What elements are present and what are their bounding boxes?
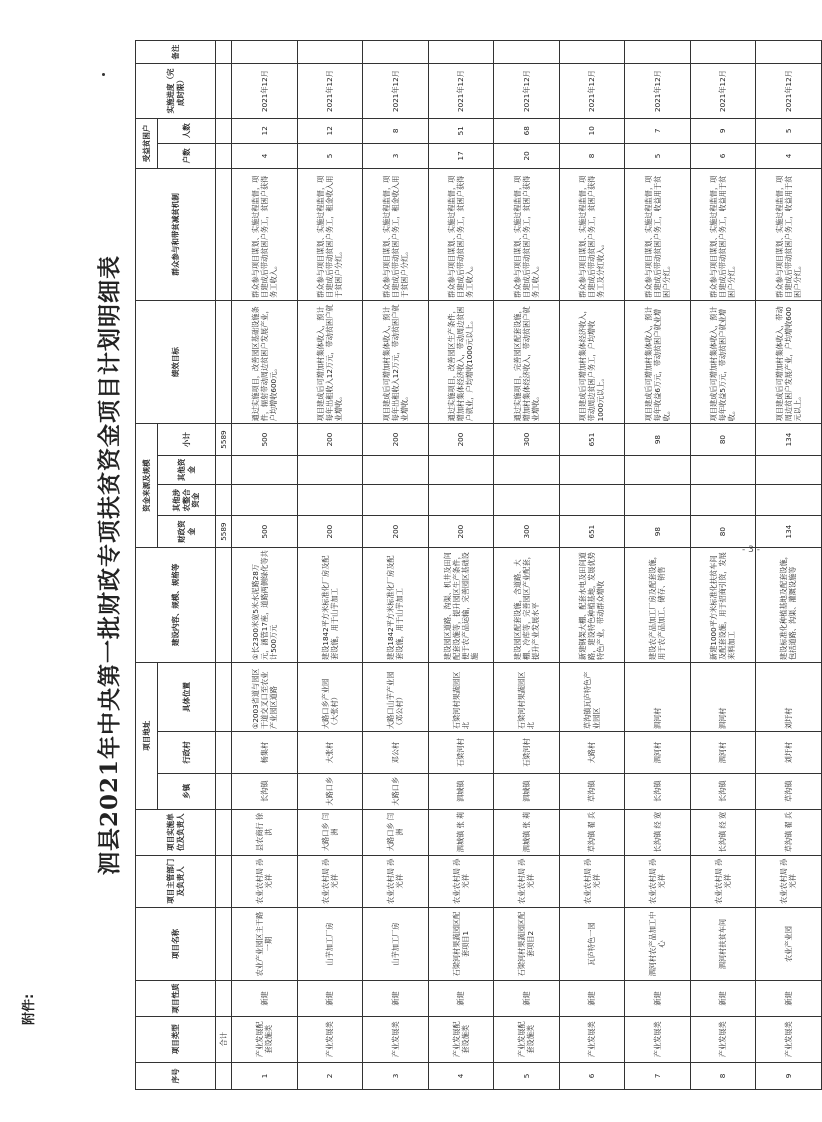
- table-row: [756, 41, 822, 1090]
- cell-seq: 9: [756, 1062, 822, 1089]
- cell-remark: [428, 41, 494, 64]
- cell-spot: 大路口乡产业园（大张村）: [297, 662, 363, 731]
- cell-town: 大路口乡: [297, 773, 363, 809]
- cell-social: [363, 455, 429, 484]
- cell-village: 刘圩村: [756, 732, 822, 774]
- cell-social: [494, 455, 560, 484]
- cell-finance: 300: [494, 516, 560, 547]
- cell-seq: 2: [297, 1062, 363, 1089]
- cell-name: 农业产业园区主干路一期: [232, 907, 298, 980]
- cell-dept: 农业农村局 孙光祥: [297, 855, 363, 907]
- cell-name: 瓦庐特色一园: [559, 907, 625, 980]
- cell-subtotal: 200: [363, 424, 429, 455]
- cell-dept: 农业农村局 孙光祥: [428, 855, 494, 907]
- cell-subtotal: 200: [428, 424, 494, 455]
- cell-goal: 项目建成后可增加村集体收入，预计每年出租收入12万元，带动贫困户就业增收。: [363, 300, 429, 424]
- cell-content: 建设标准化种植基地及配套设施，包括道路、沟渠、灌溉设施等: [756, 547, 822, 662]
- header-name: 项目名称: [136, 907, 216, 980]
- header-seq: 序号: [136, 1062, 216, 1089]
- cell-seq: 1: [232, 1062, 298, 1089]
- cell-remark: [297, 41, 363, 64]
- cell-dept: 农业农村局 孙光祥: [559, 855, 625, 907]
- cell-name: 石梁河村果蔬园区配套项目1: [428, 907, 494, 980]
- cell-impl: 草沟镇 翟 兵: [756, 809, 822, 855]
- header-town: 乡镇: [158, 773, 216, 809]
- cell-goal: 通过实施项目，改善园区基础设施条件，辐射带动周边贫困户发展产业，户均增收600元。: [232, 300, 298, 424]
- cell-people: 12: [297, 118, 363, 143]
- cell-content: 建设园区配套设施，含道路、大棚、冷库等，完善园区产业配套，提升产业发展水平: [494, 547, 560, 662]
- cell-social: [232, 455, 298, 484]
- cell-name: 山芋加工厂房: [363, 907, 429, 980]
- cell-seq: 3: [363, 1062, 429, 1089]
- cell-type: 产业发展配套设施类: [232, 1016, 298, 1062]
- cell-type: 产业发展类: [756, 1016, 822, 1062]
- table-row: [428, 41, 494, 1090]
- cell-subtotal: 80: [690, 424, 756, 455]
- header-spot: 具体位置: [158, 662, 216, 731]
- table-row: [559, 41, 625, 1090]
- total-subtotal: 5589: [216, 424, 232, 455]
- cell-households: 4: [232, 143, 298, 168]
- cell-mechanism: 群众参与项目谋划、实施过程监督，项目建成后带动贫困户务工，贫困户获得务工收入。: [428, 168, 494, 300]
- cell-dept: 农业农村局 孙光祥: [363, 855, 429, 907]
- cell-remark: [756, 41, 822, 64]
- header-finance: 财政资金: [158, 516, 216, 547]
- cell-people: 7: [625, 118, 691, 143]
- cell-goal: 项目建成后可增加村集体收入，预计每年收益5万元，带动贫困户就业增收。: [690, 300, 756, 424]
- header-period: 实施进度（完成时限）: [136, 64, 216, 118]
- cell-village: 石梁河村: [428, 732, 494, 774]
- cell-remark: [363, 41, 429, 64]
- cell-finance: 500: [232, 516, 298, 547]
- cell-period: 2021年12月: [363, 64, 429, 118]
- cell-village: 大路村: [559, 732, 625, 774]
- cell-seq: 4: [428, 1062, 494, 1089]
- header-impl: 项目实施单位及负责人: [136, 809, 216, 855]
- cell-households: 6: [690, 143, 756, 168]
- cell-village: 石梁河村: [494, 732, 560, 774]
- cell-mechanism: 群众参与项目谋划、实施过程监督，项目建成后带动贫困户务工，收益用于贫困户分红。: [690, 168, 756, 300]
- cell-people: 12: [232, 118, 298, 143]
- cell-remark: [690, 41, 756, 64]
- total-label: 合计: [216, 1016, 232, 1062]
- cell-finance: 200: [297, 516, 363, 547]
- cell-name: 农业产业园: [756, 907, 822, 980]
- cell-town: 草沟镇: [559, 773, 625, 809]
- rotated-sheet: [85, 40, 802, 1090]
- cell-integrated: [625, 485, 691, 516]
- cell-subtotal: 500: [232, 424, 298, 455]
- cell-type: 产业发展类: [363, 1016, 429, 1062]
- cell-subtotal: 200: [297, 424, 363, 455]
- cell-goal: 通过实施项目，完善园区配套设施，增加村集体经济收入，带动贫困户就业增收。: [494, 300, 560, 424]
- cell-people: 8: [363, 118, 429, 143]
- cell-finance: 651: [559, 516, 625, 547]
- cell-integrated: [559, 485, 625, 516]
- cell-content: 新建钢架大棚、配套水电及田间道路，建设特色种植基地，发展优势特色产业，带动群众增收: [559, 547, 625, 662]
- cell-finance: 98: [625, 516, 691, 547]
- header-location: 项目地址: [136, 662, 158, 809]
- header-social: 其他资金: [158, 455, 216, 484]
- cell-spot: 石梁河村果蔬园区北: [494, 662, 560, 731]
- cell-remark: [625, 41, 691, 64]
- cell-goal: 项目建成后可增加村集体收入，预计每年收益6万元，带动贫困户就业增收。: [625, 300, 691, 424]
- cell-mechanism: 群众参与项目谋划、实施过程监督，项目建成后带动贫困户务工，贫困户获得务工收入。: [232, 168, 298, 300]
- cell-finance: 200: [428, 516, 494, 547]
- cell-spot: ①2003省道与园区干道交叉口至农业产业园区道路: [232, 662, 298, 731]
- cell-goal: 通过实施项目，改善园区生产条件，增加村集体经济收入，带动周边贫困户就业，户均增收1000元以上。: [428, 300, 494, 424]
- header-remark: 备注: [136, 41, 216, 64]
- cell-integrated: [232, 485, 298, 516]
- header-goal: 绩效目标: [136, 300, 216, 424]
- cell-period: 2021年12月: [690, 64, 756, 118]
- cell-households: 20: [494, 143, 560, 168]
- cell-people: 5: [756, 118, 822, 143]
- cell-social: [625, 455, 691, 484]
- cell-name: 泗河村农产品加工中心: [625, 907, 691, 980]
- cell-impl: 长沟镇 经 宽: [625, 809, 691, 855]
- table-row: [625, 41, 691, 1090]
- cell-households: 3: [363, 143, 429, 168]
- cell-dept: 农业农村局 孙光祥: [494, 855, 560, 907]
- cell-content: 建设1842平方米标准化厂房及配套设施，用于山芋加工: [363, 547, 429, 662]
- cell-seq: 6: [559, 1062, 625, 1089]
- cell-nature: 新建: [428, 981, 494, 1017]
- header-dept: 项目主管部门及负责人: [136, 855, 216, 907]
- cell-spot: 泗河村: [690, 662, 756, 731]
- cell-households: 5: [297, 143, 363, 168]
- table-row: [690, 41, 756, 1090]
- cell-period: 2021年12月: [232, 64, 298, 118]
- table-row: [494, 41, 560, 1090]
- document-title: 泗县2021年中央第一批财政专项扶贫资金项目计划明细表: [96, 255, 123, 876]
- cell-dept: 农业农村局 孙光祥: [232, 855, 298, 907]
- cell-seq: 8: [690, 1062, 756, 1089]
- cell-mechanism: 群众参与项目谋划、实施过程监督，项目建成后带动贫困户务工，租金收入用于贫困户分红。: [363, 168, 429, 300]
- cell-type: 产业发展配套设施类: [428, 1016, 494, 1062]
- cell-period: 2021年12月: [494, 64, 560, 118]
- table-row: [232, 41, 298, 1090]
- cell-people: 68: [494, 118, 560, 143]
- cell-households: 4: [756, 143, 822, 168]
- cell-social: [297, 455, 363, 484]
- cell-village: 泗河村: [690, 732, 756, 774]
- cell-period: 2021年12月: [625, 64, 691, 118]
- cell-type: 产业发展类: [297, 1016, 363, 1062]
- cell-seq: 5: [494, 1062, 560, 1089]
- cell-content: 新建1000平方米标准化扶贫车间及配套设施，用于招商引资，发展来料加工: [690, 547, 756, 662]
- cell-town: 长沟镇: [625, 773, 691, 809]
- cell-content: 建设1842平方米标准化厂房及配套设施，用于山芋加工: [297, 547, 363, 662]
- cell-village: 邓公村: [363, 732, 429, 774]
- cell-town: 长沟镇: [690, 773, 756, 809]
- cell-spot: 草沟镇瓦庐特色产业园区: [559, 662, 625, 731]
- cell-social: [559, 455, 625, 484]
- cell-finance: 134: [756, 516, 822, 547]
- header-village: 行政村: [158, 732, 216, 774]
- cell-period: 2021年12月: [297, 64, 363, 118]
- cell-impl: 泗城镇 张 莉: [494, 809, 560, 855]
- cell-period: 2021年12月: [559, 64, 625, 118]
- table-row: [297, 41, 363, 1090]
- page-number: - 3 -: [742, 545, 760, 555]
- attachment-label: 附件:: [22, 993, 37, 1025]
- cell-mechanism: 群众参与项目谋划、实施过程监督，项目建成后带动贫困户务工，贫困户获得务工收入。: [494, 168, 560, 300]
- cell-subtotal: 98: [625, 424, 691, 455]
- cell-village: 大张村: [297, 732, 363, 774]
- cell-nature: 新建: [559, 981, 625, 1017]
- cell-nature: 新建: [494, 981, 560, 1017]
- cell-town: 草沟镇: [756, 773, 822, 809]
- cell-type: 产业发展类: [559, 1016, 625, 1062]
- cell-content: ①长2300米宽5米水泥路28万元，涵管17座，道路两侧绿化等共计500万元: [232, 547, 298, 662]
- cell-remark: [494, 41, 560, 64]
- cell-dept: 农业农村局 孙光祥: [625, 855, 691, 907]
- cell-spot: 泗河村: [625, 662, 691, 731]
- cell-households: 5: [625, 143, 691, 168]
- cell-mechanism: 群众参与项目谋划、实施过程监督，项目建成后带动贫困户务工，租金收入用于贫困户分红。: [297, 168, 363, 300]
- cell-goal: 项目建成后可增加村集体经济收入，带动周边贫困户务工，户均增收1000元以上。: [559, 300, 625, 424]
- cell-integrated: [756, 485, 822, 516]
- cell-integrated: [428, 485, 494, 516]
- cell-type: 产业发展类: [625, 1016, 691, 1062]
- header-benefit: 受益贫困户: [136, 118, 158, 168]
- cell-nature: 新建: [756, 981, 822, 1017]
- cell-social: [756, 455, 822, 484]
- cell-spot: 石梁河村果蔬园区北: [428, 662, 494, 731]
- cell-goal: 项目建成后可增加村集体收入，预计每年出租收入12万元，带动贫困户就业增收。: [297, 300, 363, 424]
- cell-seq: 7: [625, 1062, 691, 1089]
- cell-mechanism: 群众参与项目谋划、实施过程监督，项目建成后带动贫困户务工，收益用于贫困户分红。: [756, 168, 822, 300]
- cell-impl: 大路口乡 闫 洲: [363, 809, 429, 855]
- header-subtotal: 小计: [158, 424, 216, 455]
- cell-nature: 新建: [232, 981, 298, 1017]
- cell-remark: [232, 41, 298, 64]
- cell-spot: 刘圩村: [756, 662, 822, 731]
- cell-goal: 项目建成后可增加村集体收入，带动周边贫困户发展产业，户均增收600元以上。: [756, 300, 822, 424]
- cell-subtotal: 300: [494, 424, 560, 455]
- cell-nature: 新建: [690, 981, 756, 1017]
- cell-integrated: [690, 485, 756, 516]
- project-table: [135, 40, 822, 1090]
- cell-social: [428, 455, 494, 484]
- cell-content: 建设农产品加工厂房及配套设施，用于农产品加工、储存、销售: [625, 547, 691, 662]
- cell-mechanism: 群众参与项目谋划、实施过程监督，项目建成后带动贫困户务工，收益用于贫困户分红。: [625, 168, 691, 300]
- cell-nature: 新建: [363, 981, 429, 1017]
- cell-dept: 农业农村局 孙光祥: [756, 855, 822, 907]
- cell-finance: 200: [363, 516, 429, 547]
- total-row: [216, 41, 232, 1090]
- cell-people: 9: [690, 118, 756, 143]
- cell-dept: 农业农村局 孙光祥: [690, 855, 756, 907]
- cell-nature: 新建: [297, 981, 363, 1017]
- cell-impl: 泗城镇 张 莉: [428, 809, 494, 855]
- cell-subtotal: 651: [559, 424, 625, 455]
- cell-nature: 新建: [625, 981, 691, 1017]
- cell-impl: 大路口乡 闫 洲: [297, 809, 363, 855]
- cell-type: 产业发展类: [690, 1016, 756, 1062]
- cell-finance: 80: [690, 516, 756, 547]
- header-people: 人数: [158, 118, 216, 143]
- cell-town: 泗城镇: [428, 773, 494, 809]
- header-households: 户数: [158, 143, 216, 168]
- header-integrated: 其他涉农整合资金: [158, 485, 216, 516]
- cell-households: 17: [428, 143, 494, 168]
- header-fund: 资金来源及规模: [136, 424, 158, 547]
- cell-town: 泗城镇: [494, 773, 560, 809]
- cell-people: 51: [428, 118, 494, 143]
- cell-name: 山芋加工厂房: [297, 907, 363, 980]
- cell-impl: 县农商行 徐 洪: [232, 809, 298, 855]
- cell-town: 长沟镇: [232, 773, 298, 809]
- cell-social: [690, 455, 756, 484]
- cell-town: 大路口乡: [363, 773, 429, 809]
- table-row: [363, 41, 429, 1090]
- header-content: 建设内容、规模、规格等: [136, 547, 216, 662]
- cell-name: 泗河村扶贫车间: [690, 907, 756, 980]
- cell-households: 8: [559, 143, 625, 168]
- cell-spot: 大路口山芋产业园（邓公村）: [363, 662, 429, 731]
- header-mechanism: 群众参与和带贫减贫机制: [136, 168, 216, 300]
- cell-content: 建设园区道路、沟渠、机井及田间配套设施等，提升园区生产条件，便于农产品运输，完善园区基础设施: [428, 547, 494, 662]
- header-nature: 项目性质: [136, 981, 216, 1017]
- header-type: 项目类型: [136, 1016, 216, 1062]
- cell-integrated: [297, 485, 363, 516]
- cell-village: 杨集村: [232, 732, 298, 774]
- cell-integrated: [363, 485, 429, 516]
- cell-mechanism: 群众参与项目谋划、实施过程监督，项目建成后带动贫困户务工，贫困户获得务工及分红收入。: [559, 168, 625, 300]
- cell-type: 产业发展配套设施类: [494, 1016, 560, 1062]
- cell-impl: 草沟镇 翟 兵: [559, 809, 625, 855]
- cell-period: 2021年12月: [428, 64, 494, 118]
- cell-name: 石梁河村果蔬园区配套项目2: [494, 907, 560, 980]
- cell-subtotal: 134: [756, 424, 822, 455]
- cell-remark: [559, 41, 625, 64]
- cell-period: 2021年12月: [756, 64, 822, 118]
- cell-village: 泗河村: [625, 732, 691, 774]
- cell-people: 10: [559, 118, 625, 143]
- cell-integrated: [494, 485, 560, 516]
- total-finance: 5589: [216, 516, 232, 547]
- cell-impl: 长沟镇 经 宽: [690, 809, 756, 855]
